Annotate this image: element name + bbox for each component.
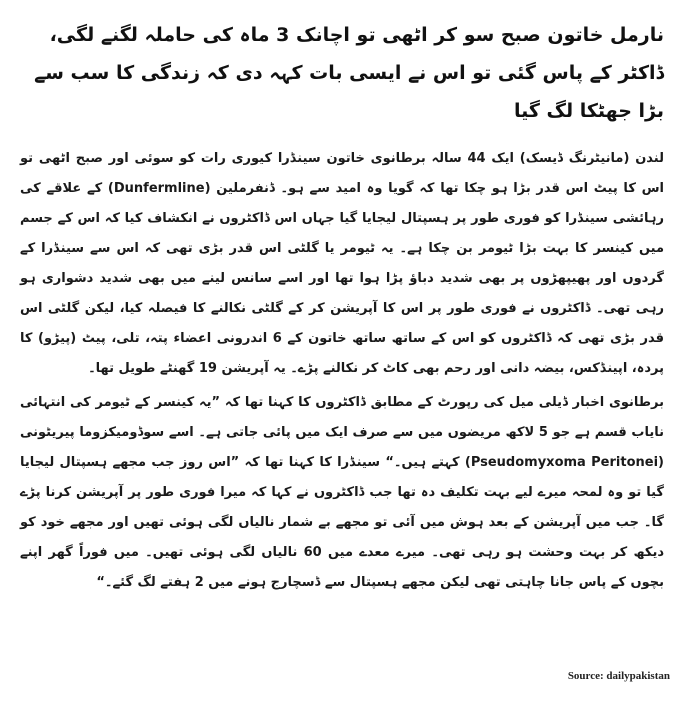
article-paragraph-1: لندن (مانیٹرنگ ڈیسک) ایک 44 سالہ برطانوی خاتون سینڈرا کیوری رات کو سوئی اور صبح اٹھی تو اس کا پیٹ اس قدر بڑا ہو چکا تھا کہ گویا وہ امید سے ہو۔ ڈنفرملین (Dunfermline) کے علاقے کی رہائشی سینڈرا کو فوری طور پر ہسپتال لیجایا گیا جہاں اس ڈاکٹروں نے انکشاف کیا کہ اس کے جسم میں کینسر کا بہت بڑا ٹیومر بن چکا ہے۔ یہ ٹیومر یا گلٹی اس قدر بڑی تھی کہ اس سے سینڈرا کے گردوں اور پھیپھڑوں پر بھی شدید دباؤ پڑا ہوا تھا اور اسے سانس لینے میں بھی شدید دشواری ہو رہی تھی۔ ڈاکٹروں نے فوری طور پر اس کا آپریشن کر کے گلٹی نکالنے کا فیصلہ کیا، لیکن گلٹی اس قدر بڑی تھی کہ ڈاکٹروں کو اس کے ساتھ ساتھ خاتون کے 6 اندرونی اعضاء پتہ، تلی، پیٹ (پیڑو) کا پردہ، اپینڈکس، بیضہ دانی اور رحم بھی کاٹ کر نکالنے پڑے۔ یہ آپریشن 19 گھنٹے طویل تھا۔ [20,151,665,376]
article-paragraph-2: برطانوی اخبار ڈیلی میل کی رپورٹ کے مطابق ڈاکٹروں کا کہنا تھا کہ ”یہ کینسر کے ٹیومر کی انتہائی نایاب قسم ہے جو 5 لاکھ مریضوں میں سے صرف ایک میں پائی جاتی ہے۔ اسے سوڈومیکزوما پیریٹونی (Pseudomyxoma Peritonei) کہتے ہیں۔“ سینڈرا کا کہنا تھا کہ ”اس روز جب مجھے ہسپتال لیجایا گیا تو وہ لمحہ میرے لیے بہت تکلیف دہ تھا جب ڈاکٹروں نے کہا کہ میرا فوری طور پر آپریشن کرنا پڑے گا۔ جب میں آپریشن کے بعد ہوش میں آئی تو مجھے بے شمار نالیاں لگی ہوئی تھیں اور مجھے خود کو دیکھ کر بہت وحشت ہو رہی تھی۔ میرے معدے میں 60 نالیاں لگی ہوئی تھیں۔ میں فوراً گھر اپنے بچوں کے پاس جانا چاہتی تھی لیکن مجھے ہسپتال سے ڈسچارج ہونے میں 2 ہفتے لگ گئے۔“ [20,395,664,590]
article-headline: نارمل خاتون صبح سو کر اٹھی تو اچانک 3 ماہ کی حاملہ لگنے لگی، ڈاکٹر کے پاس گئی تو اس نے ایسی بات کہہ دی کہ زندگی کا سب سے بڑا جھٹکا لگ گیا [34,24,664,122]
source-credit: Source: dailypakistan [567,670,670,682]
